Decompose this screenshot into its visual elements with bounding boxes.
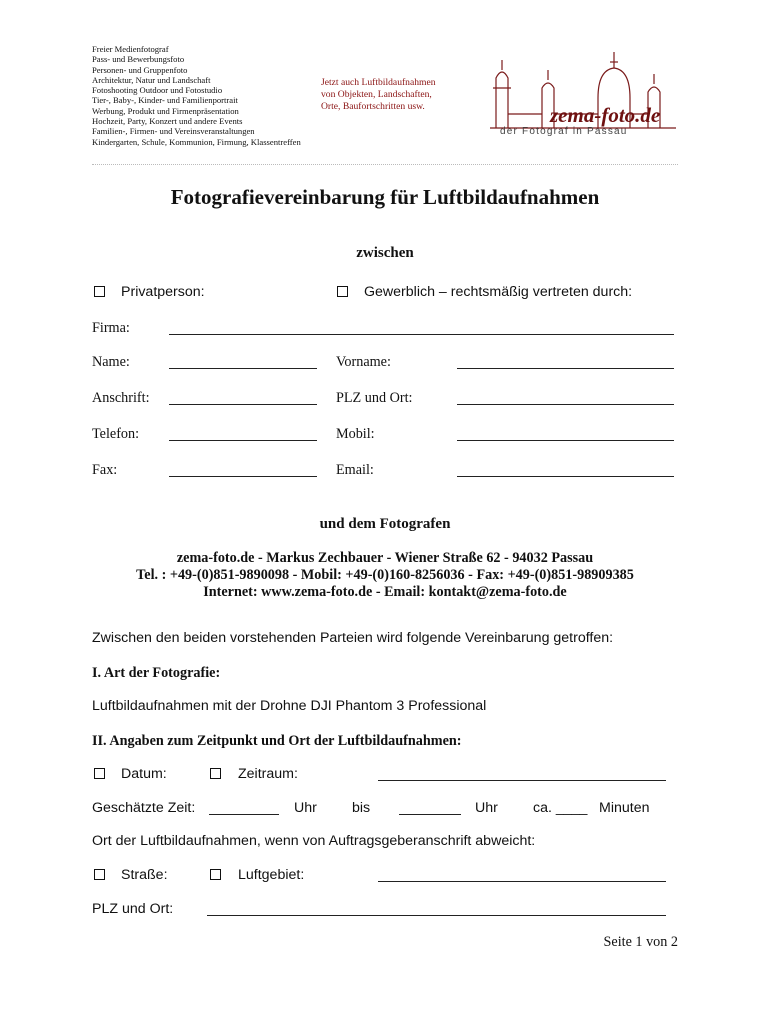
logo-tagline: der Fotograf in Passau bbox=[500, 126, 628, 137]
service-item: Kindergarten, Schule, Kommunion, Firmung, Klassentreffen bbox=[92, 136, 301, 147]
service-item: Tier-, Baby-, Kinder- und Familienportrait bbox=[92, 95, 238, 106]
email-label: Email: bbox=[336, 462, 374, 478]
luftgebiet-label: Luftgebiet: bbox=[238, 867, 305, 883]
section1-text: Luftbildaufnahmen mit der Drohne DJI Phantom 3 Professional bbox=[92, 698, 487, 714]
section1-heading: I. Art der Fotografie: bbox=[92, 665, 221, 681]
photographer-web: Internet: www.zema-foto.de - Email: kontakt@zema-foto.de bbox=[203, 584, 567, 600]
mobil-field[interactable] bbox=[457, 440, 674, 441]
anschrift-field[interactable] bbox=[169, 404, 317, 405]
logo-title: zema-foto.de bbox=[550, 103, 661, 127]
header-divider bbox=[92, 164, 678, 165]
zeit-label: Geschätzte Zeit: bbox=[92, 800, 196, 816]
vorname-field[interactable] bbox=[457, 368, 674, 369]
promo-line: Jetzt auch Luftbildaufnahmen bbox=[321, 77, 436, 88]
uhr-end-label: Uhr bbox=[475, 800, 498, 816]
service-item: Architektur, Natur und Landschaft bbox=[92, 74, 211, 85]
bis-label: bis bbox=[352, 800, 371, 816]
plz-ort-2-field[interactable] bbox=[207, 915, 666, 916]
datum-zeitraum-field[interactable] bbox=[378, 780, 666, 781]
email-field[interactable] bbox=[457, 476, 674, 477]
service-item: Fotoshooting Outdoor und Fotostudio bbox=[92, 85, 223, 96]
strasse-checkbox[interactable] bbox=[94, 869, 105, 880]
logo bbox=[490, 48, 680, 140]
datum-label: Datum: bbox=[121, 766, 167, 782]
service-item: Personen- und Gruppenfoto bbox=[92, 64, 188, 75]
promo-line: Orte, Baufortschritten usw. bbox=[321, 101, 425, 113]
photographer-address: zema-foto.de - Markus Zechbauer - Wiener Straße 62 - 94032 Passau bbox=[176, 550, 594, 566]
between-label: zwischen bbox=[356, 245, 414, 261]
service-item: Hochzeit, Party, Konzert und andere Events bbox=[92, 116, 243, 127]
uhr-start-label: Uhr bbox=[294, 800, 317, 816]
strasse-label: Straße: bbox=[121, 867, 168, 883]
name-field[interactable] bbox=[169, 368, 317, 369]
zeitraum-label: Zeitraum: bbox=[238, 766, 298, 782]
telefon-field[interactable] bbox=[169, 440, 317, 441]
telefon-label: Telefon: bbox=[92, 426, 140, 442]
firma-label: Firma: bbox=[92, 320, 130, 336]
luftgebiet-checkbox[interactable] bbox=[210, 869, 221, 880]
plz-ort-field[interactable] bbox=[457, 404, 674, 405]
business-label: Gewerblich – rechtsmäßig vertreten durch: bbox=[364, 284, 633, 300]
page-title: Fotografievereinbarung für Luftbildaufnahmen bbox=[170, 185, 600, 209]
firma-field[interactable] bbox=[169, 334, 674, 335]
business-checkbox[interactable] bbox=[337, 286, 348, 297]
name-label: Name: bbox=[92, 354, 130, 370]
fax-field[interactable] bbox=[169, 476, 317, 477]
photographer-phones: Tel. : +49-(0)851-9890098 - Mobil: +49-(0)160-8256036 - Fax: +49-(0)851-98909385 bbox=[136, 567, 634, 583]
service-item: Werbung, Produkt und Firmenpräsentation bbox=[92, 105, 239, 116]
fax-label: Fax: bbox=[92, 462, 118, 478]
private-label: Privatperson: bbox=[121, 284, 205, 300]
ort-text: Ort der Luftbildaufnahmen, wenn von Auftragsgeberanschrift abweicht: bbox=[92, 833, 536, 849]
mobil-label: Mobil: bbox=[336, 426, 375, 442]
zeit-end-field[interactable] bbox=[399, 814, 461, 815]
zeit-start-field[interactable] bbox=[209, 814, 279, 815]
plz-ort-label: PLZ und Ort: bbox=[336, 390, 413, 406]
promo-line: von Objekten, Landschaften, bbox=[321, 89, 432, 101]
intro-text: Zwischen den beiden vorstehenden Parteien wird folgende Vereinbarung getroffen: bbox=[92, 630, 614, 646]
section2-heading: II. Angaben zum Zeitpunkt und Ort der Luftbildaufnahmen: bbox=[92, 733, 462, 749]
services-list bbox=[92, 44, 301, 147]
vorname-label: Vorname: bbox=[336, 354, 391, 370]
zeitraum-checkbox[interactable] bbox=[210, 768, 221, 779]
plz-ort-2-label: PLZ und Ort: bbox=[92, 901, 174, 917]
strasse-luftgebiet-field[interactable] bbox=[378, 881, 666, 882]
anschrift-label: Anschrift: bbox=[92, 390, 150, 406]
service-item: Freier Medienfotograf bbox=[92, 44, 169, 54]
ca-label: ca. ____ bbox=[533, 800, 588, 816]
promo-text bbox=[321, 77, 436, 114]
private-checkbox[interactable] bbox=[94, 286, 105, 297]
service-item: Pass- und Bewerbungsfoto bbox=[92, 54, 185, 65]
minuten-label: Minuten bbox=[599, 800, 650, 816]
page-number: Seite 1 von 2 bbox=[603, 934, 678, 950]
service-item: Familien-, Firmen- und Vereinsveranstaltungen bbox=[92, 126, 255, 137]
photographer-heading: und dem Fotografen bbox=[319, 516, 451, 532]
datum-checkbox[interactable] bbox=[94, 768, 105, 779]
